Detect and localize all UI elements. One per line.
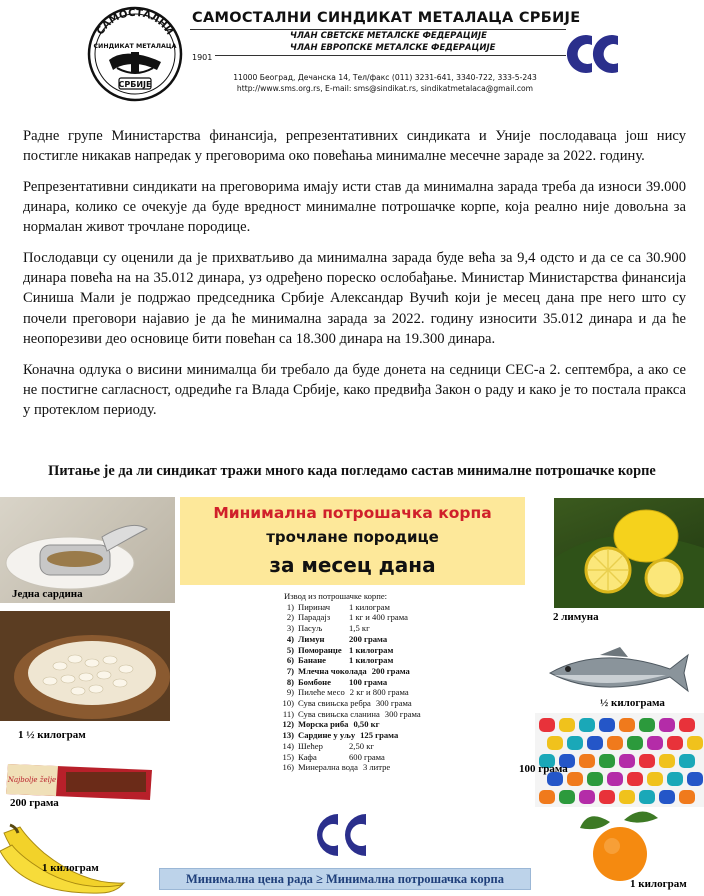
- basket-item-name: Кафа: [298, 751, 317, 762]
- basket-item-qty: 200 грама: [349, 633, 388, 644]
- web-email: http://www.sms.org.rs, E-mail: sms@sindikat.rs, sindikatmetalaca@gmail.com: [236, 84, 534, 93]
- article: [23, 126, 686, 431]
- label-bananas: 1 килограм: [42, 862, 99, 874]
- orange-photo: [570, 808, 680, 883]
- basket-item-name: Бомбоне: [298, 676, 331, 687]
- banner-period: за месец дана: [269, 553, 436, 577]
- basket-item-number: 11): [282, 708, 294, 719]
- basket-item-number: 15): [282, 751, 294, 762]
- basket-item-qty: 200 грама: [371, 665, 410, 676]
- basket-item-number: 9): [286, 687, 294, 698]
- basket-item-name: Сардине у уљу: [298, 730, 356, 741]
- basket-item-number: 5): [286, 644, 294, 655]
- basket-item-qty: 600 грама: [349, 751, 385, 762]
- basket-item-number: 1): [286, 601, 294, 612]
- basket-item-name: Лимун: [298, 633, 325, 644]
- beans-photo: [0, 611, 170, 721]
- basket-item-name: Минерална вода: [298, 762, 358, 773]
- header-divider: [190, 29, 566, 30]
- basket-item-number: 12): [282, 719, 294, 730]
- basket-item: [256, 752, 421, 763]
- header-divider-2: [215, 55, 566, 56]
- member-europe: ЧЛАН ЕВРОПСКЕ МЕТАЛСКЕ ФЕДЕРАЦИЈЕ: [290, 43, 496, 53]
- label-orange: 1 килограм: [630, 878, 687, 890]
- basket-banner: [180, 497, 525, 585]
- basket-item-qty: 1 кг и 400 грама: [349, 612, 408, 623]
- basket-item-name: Сува свињска ребра: [298, 698, 371, 709]
- basket-item-name: Банане: [298, 655, 326, 666]
- paragraph-1: Радне групе Министарства финансија, репрезентативних синдиката и Уније послодаваца још нису постигле никакав напредак у преговорима око повећања минималне месечне зараде за 2022. годину.: [23, 128, 686, 165]
- label-fish: ½ килограма: [600, 697, 665, 709]
- basket-item-qty: 0,50 кг: [353, 719, 380, 730]
- logo-mid-text: СИНДИКАТ МЕТАЛАЦА: [93, 43, 177, 50]
- chocolate-photo: [6, 760, 154, 802]
- basket-item-number: 4): [286, 633, 294, 644]
- basket-item-name: Пасуљ: [298, 623, 323, 634]
- cc-logo: [566, 31, 626, 77]
- basket-item: [256, 666, 421, 677]
- basket-item-qty: 300 грама: [384, 708, 421, 719]
- basket-item-qty: 1 килограм: [349, 655, 394, 666]
- basket-item-qty: 125 грама: [360, 730, 399, 741]
- label-sardine: Једна сардина: [12, 588, 83, 600]
- basket-item-qty: 2 кг и 800 грама: [349, 687, 409, 698]
- basket-item-name: Морска риба: [298, 719, 349, 730]
- logo-bottom-text: СРБИЈЕ: [118, 80, 152, 89]
- basket-item-qty: 2,50 кг: [349, 740, 374, 751]
- basket-item-name: Поморанџе: [298, 644, 342, 655]
- basket-item-number: 2): [286, 612, 294, 623]
- basket-item-name: Сува свињска сланина: [298, 708, 380, 719]
- basket-item-number: 13): [282, 730, 294, 741]
- basket-item-number: 16): [282, 762, 294, 773]
- bananas-photo: [0, 823, 165, 896]
- basket-item-name: Парадајз: [298, 612, 331, 623]
- label-lemons: 2 лимуна: [553, 611, 599, 623]
- basket-list: [256, 591, 421, 773]
- basket-item-name: Пиринач: [298, 601, 331, 612]
- basket-item-number: 3): [286, 623, 294, 634]
- basket-item-qty: 3 литре: [362, 762, 391, 773]
- label-beans: 1 ½ килограм: [18, 729, 86, 741]
- candies-photo: [535, 713, 704, 807]
- member-world: ЧЛАН СВЕТСКЕ МЕТАЛСКЕ ФЕДЕРАЦИЈЕ: [290, 31, 487, 41]
- fish-photo: [530, 645, 704, 700]
- basket-item-name: Млечна чоколада: [298, 665, 367, 676]
- founding-year: 1901: [192, 53, 213, 62]
- label-candies: 100 грама: [519, 763, 568, 775]
- basket-item-qty: 300 грама: [375, 698, 412, 709]
- basket-item-qty: 1,5 кг: [349, 623, 370, 634]
- basket-list-header: Извод из потрошачке корпе:: [284, 591, 388, 601]
- basket-item-number: 14): [282, 740, 294, 751]
- basket-item-number: 8): [286, 676, 294, 687]
- basket-item: [256, 645, 421, 656]
- basket-item: [256, 602, 421, 613]
- basket-item: [256, 698, 421, 709]
- paragraph-2: Репрезентативни синдикати на преговорима имају исти став да минимална зарада треба да износи 39.000 динара, колико се очекује да буде вредност минималне потрошачке корпе, која реално није довољна за нормалан живот трочлане породице.: [23, 178, 686, 236]
- basket-item-qty: 1 килограм: [349, 601, 390, 612]
- paragraph-4: Коначна одлука о висини минималца би требало да буде донета на седници СЕС-а 2. септембра, а ако се не постигне сагласност, одредиће га Влада Србије, како предвиђа Закон о раду и како је то постала пракса у протеклом периоду.: [23, 361, 686, 418]
- basket-item: [256, 741, 421, 752]
- basket-item-name: Пилеће месо: [298, 687, 345, 698]
- address: 11000 Београд, Дечанска 14, Тел/факс (011) 3231-641, 3340-722, 333-5-243: [233, 73, 537, 82]
- basket-item: [256, 612, 421, 623]
- label-chocolate: 200 грама: [10, 797, 59, 809]
- basket-item: [256, 709, 421, 720]
- chocolate-wrapper-text: Najbolje želje: [7, 776, 57, 784]
- address-block: [195, 72, 575, 94]
- lemons-photo: [554, 498, 704, 608]
- basket-item-number: 7): [286, 665, 294, 676]
- basket-item: [256, 730, 421, 741]
- org-title: САМОСТАЛНИ СИНДИКАТ МЕТАЛАЦА СРБИЈЕ: [192, 10, 581, 26]
- basket-item: [256, 677, 421, 688]
- footer-slogan: Минимална цена рада ≥ Минимална потрошачка корпа: [159, 868, 531, 890]
- letterhead: [0, 0, 704, 108]
- banner-subtitle: трочлане породице: [266, 528, 439, 546]
- question-heading: Питање је да ли синдикат тражи много када погледамо састав минималне потрошачке корпе: [48, 463, 656, 479]
- cc-logo-bottom: [311, 808, 373, 862]
- banner-title: Минимална потрошачка корпа: [213, 504, 492, 522]
- basket-item: [256, 634, 421, 645]
- basket-item: [256, 762, 421, 773]
- basket-item: [256, 719, 421, 730]
- basket-item-name: Шећер: [298, 740, 323, 751]
- logo-arc-text: САМОСТАЛНИ: [95, 7, 175, 38]
- basket-item: [256, 623, 421, 634]
- basket-item: [256, 687, 421, 698]
- basket-item-number: 10): [282, 698, 294, 709]
- basket-item-qty: 100 грама: [349, 676, 388, 687]
- basket-item: [256, 655, 421, 666]
- basket-item-number: 6): [286, 655, 294, 666]
- paragraph-3: Послодавци су оценили да је прихватљиво да минимална зарада буде већа за 9,4 одсто и да се са 30.900 динара повећа на на 35.012 динара, уз одређено пореско ослобађање. Министар Министарства финансија Синиша Мали је подржао председника Србије Александар Вучић који је месец дана пре него што су почели преговори најавио је да ће минимална зарада за 2022. годину износити 35.012 динара и да ће неопорезиви део основице бити повећан са 18.300 динара на 19.300 динара.: [23, 250, 686, 347]
- union-logo: [83, 4, 187, 102]
- basket-item-qty: 1 килограм: [349, 644, 394, 655]
